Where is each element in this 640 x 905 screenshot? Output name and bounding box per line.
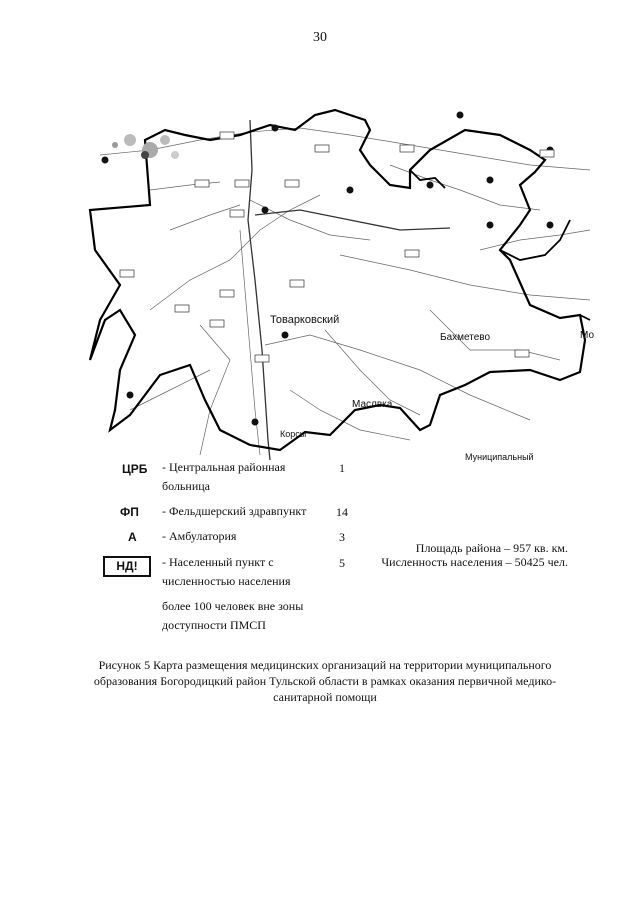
legend-text-crb — [162, 458, 285, 496]
marker-icon — [102, 157, 109, 164]
place-label-korsy: Корсы — [280, 429, 307, 439]
page-number: 30 — [313, 30, 327, 45]
map-svg — [90, 110, 595, 462]
marker-icon — [487, 222, 494, 229]
legend-text-nd-cont — [162, 597, 303, 635]
legend-code-fp: ФП — [120, 505, 139, 519]
marker-icon — [262, 207, 269, 214]
figure-caption — [80, 657, 570, 705]
marker-icon — [252, 419, 259, 426]
marker-icon — [487, 177, 494, 184]
district-boundary — [90, 110, 585, 450]
legend-text-ambulatoria: - Амбулатория — [162, 529, 237, 543]
place-label-mo: Мо — [580, 330, 595, 341]
legend-count-ambulatoria: 3 — [339, 530, 345, 544]
district-map — [90, 110, 595, 462]
legend-code-nd: НД! — [103, 556, 151, 577]
legend-text-line: доступности ПМСП — [162, 618, 266, 632]
marker-icon — [347, 187, 354, 194]
legend-count-nd: 5 — [339, 556, 345, 570]
population-stat: Численность населения – 50425 чел. — [381, 555, 568, 569]
legend-code-ambulatoria: А — [128, 530, 137, 544]
place-label-bakhmetevo: Бахметево — [440, 332, 491, 343]
place-label-maslovka: Маслвка — [352, 399, 393, 410]
marker-icon — [427, 182, 434, 189]
road-network — [100, 128, 590, 455]
legend-text-line: более 100 человек вне зоны — [162, 599, 304, 613]
caption-line: санитарной помощи — [273, 690, 377, 704]
marker-icon — [457, 112, 464, 119]
legend-count-fp: 14 — [336, 505, 348, 519]
legend-code-crb: ЦРБ — [122, 462, 148, 476]
caption-line: образования Богородицкий район Тульской области в рамках оказания первичной медико- — [93, 674, 557, 688]
district-label: Товарковский — [270, 314, 340, 326]
area-stat: Площадь района – 957 кв. км. — [415, 541, 568, 555]
highway — [248, 120, 450, 460]
caption-line: Рисунок 5 Карта размещения медицинских организаций на территории муниципального — [98, 658, 552, 672]
marker-icon — [547, 222, 554, 229]
medical-markers — [102, 112, 554, 426]
legend-text-line: - Населенный пункт с — [162, 555, 274, 569]
marker-icon — [127, 392, 134, 399]
fp-labels — [120, 132, 554, 362]
legend-text-nd — [162, 553, 290, 591]
legend-count-crb: 1 — [339, 461, 345, 475]
legend-text-line: - Центральная районная — [162, 460, 286, 474]
legend-text-fp: - Фельдшерский здравпункт — [162, 504, 307, 518]
legend-text-line: больница — [162, 479, 210, 493]
marker-icon — [272, 125, 279, 132]
marker-icon — [282, 332, 289, 339]
neighbour-label: Муниципальный — [465, 452, 534, 462]
legend-text-line: численностью населения — [162, 574, 291, 588]
